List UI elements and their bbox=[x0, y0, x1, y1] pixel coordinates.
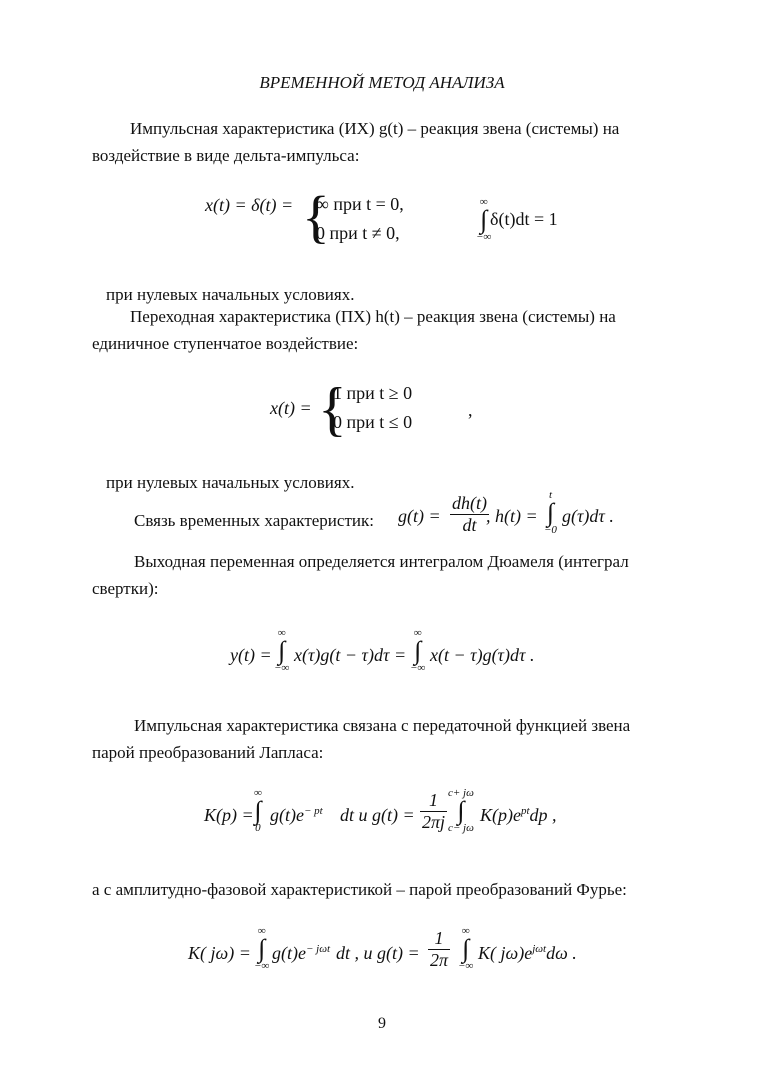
formula-duhamel-lhs: y(t) = bbox=[230, 645, 272, 665]
formula-fourier-lhs: K( jω) = bbox=[188, 943, 251, 963]
lower-limit: c− jω bbox=[448, 822, 474, 834]
fraction-numerator: 1 bbox=[428, 928, 450, 950]
formula-fourier-integral-1 bbox=[254, 926, 269, 972]
integral-sign: ∫ bbox=[254, 796, 262, 825]
integral-sign: ∫ bbox=[480, 205, 488, 234]
lower-limit: −∞ bbox=[254, 960, 270, 972]
formula-laplace-integral-2 bbox=[448, 788, 474, 834]
fraction-denominator: dt bbox=[462, 515, 477, 535]
lower-limit: 0 bbox=[255, 822, 261, 834]
formula-fourier-b bbox=[478, 943, 577, 964]
formula-step-case1: 1 при t ≥ 0 bbox=[333, 383, 413, 403]
formula-link-integrand: g(τ)dτ . bbox=[562, 506, 614, 526]
formula-laplace-exp: − pt bbox=[303, 805, 323, 817]
page-number: 9 bbox=[378, 1015, 386, 1032]
lower-limit: −0 bbox=[544, 524, 557, 536]
formula-delta bbox=[205, 195, 293, 216]
fraction-denominator: 2πj bbox=[422, 812, 446, 832]
formula-fourier-a bbox=[272, 943, 330, 964]
paragraph-zero-ic-2: при нулевых начальных условиях. bbox=[106, 473, 355, 492]
formula-laplace-b-base: K(p)e bbox=[480, 805, 521, 825]
paragraph-laplace-line2: парой преобразований Лапласа: bbox=[92, 743, 324, 762]
paragraph-ph-line1: Переходная характеристика (ПХ) h(t) – реакция звена (системы) на bbox=[130, 307, 616, 326]
formula-delta-integral: δ(t)dt = 1 bbox=[490, 209, 558, 229]
upper-limit: c+ jω bbox=[448, 787, 474, 799]
page-title: ВРЕМЕННОЙ МЕТОД АНАЛИЗА bbox=[259, 73, 505, 92]
fraction-denominator: 2π bbox=[430, 950, 449, 970]
formula-delta-lhs: x(t) = δ(t) = bbox=[205, 195, 294, 215]
formula-duhamel-integral-2 bbox=[410, 628, 425, 674]
paragraph-laplace-line1: Импульсная характеристика связана с передаточной функцией звена bbox=[134, 716, 631, 735]
fraction-numerator: dh(t) bbox=[452, 493, 487, 513]
paragraph-duhamel-line2: свертки): bbox=[92, 579, 159, 598]
paragraph-ph-line2: единичное ступенчатое воздействие: bbox=[92, 334, 359, 353]
fraction-numerator: 1 bbox=[420, 790, 447, 812]
paragraph-ih-line1: Импульсная характеристика (ИХ) g(t) – реакция звена (системы) на bbox=[130, 119, 620, 138]
formula-fourier-exp: − jωt bbox=[305, 943, 331, 955]
integral-sign: ∫ bbox=[258, 934, 266, 963]
formula-fourier-fraction bbox=[428, 928, 450, 971]
formula-fourier-b2: dω . bbox=[546, 943, 577, 963]
formula-laplace-b2: dp , bbox=[529, 805, 557, 825]
formula-duhamel-integral-1 bbox=[274, 628, 289, 674]
lower-limit: −∞ bbox=[410, 662, 426, 674]
formula-laplace-integral-1 bbox=[254, 788, 262, 834]
integral-sign: ∫ bbox=[462, 934, 470, 963]
formula-step-comma: , bbox=[468, 400, 473, 420]
formula-laplace-fraction bbox=[420, 790, 447, 833]
lower-limit: −∞ bbox=[458, 960, 474, 972]
formula-delta-case2: 0 при t ≠ 0, bbox=[316, 223, 400, 243]
formula-fourier-integral-2 bbox=[458, 926, 473, 972]
formula-link-h: , h(t) = bbox=[486, 506, 538, 526]
brace-delta: { bbox=[302, 184, 330, 249]
formula-delta-integral-sign bbox=[476, 197, 491, 243]
paragraph-fourier: а с амплитудно-фазовой характеристикой – парой преобразований Фурье: bbox=[92, 880, 627, 899]
formula-laplace-lhs: K(p) = bbox=[204, 805, 254, 825]
paragraph-ih-line2: воздействие в виде дельта-импульса: bbox=[92, 146, 360, 165]
lower-limit: −∞ bbox=[476, 231, 492, 243]
upper-limit: ∞ bbox=[413, 627, 422, 639]
formula-laplace-a-base: g(t)e bbox=[270, 805, 304, 825]
upper-limit: ∞ bbox=[461, 925, 470, 937]
formula-duhamel-b: x(t − τ)g(τ)dτ . bbox=[430, 645, 535, 665]
integral-sign: ∫ bbox=[546, 498, 555, 527]
upper-limit: t bbox=[548, 489, 552, 501]
formula-delta-case1: ∞ при t = 0, bbox=[316, 194, 404, 214]
integral-sign: ∫ bbox=[414, 636, 422, 665]
paragraph-zero-ic-1: при нулевых начальных условиях. bbox=[106, 285, 355, 304]
formula-laplace-exp2: pt bbox=[520, 805, 530, 817]
integral-sign: ∫ bbox=[457, 796, 465, 825]
formula-laplace-a bbox=[270, 805, 323, 826]
lower-limit: −∞ bbox=[274, 662, 290, 674]
formula-fourier-a-base: g(t)e bbox=[272, 943, 306, 963]
upper-limit: ∞ bbox=[277, 627, 286, 639]
formula-step-case2: 0 при t ≤ 0 bbox=[333, 412, 413, 432]
upper-limit: ∞ bbox=[479, 196, 488, 208]
brace-step: { bbox=[318, 376, 347, 442]
paragraph-link-label: Связь временных характеристик: bbox=[134, 511, 374, 530]
upper-limit: ∞ bbox=[254, 787, 262, 799]
formula-laplace-a2: dt и g(t) = bbox=[340, 805, 415, 825]
integral-sign: ∫ bbox=[278, 636, 286, 665]
paragraph-duhamel-line1: Выходная переменная определяется интегралом Дюамеля (интеграл bbox=[134, 552, 629, 571]
formula-duhamel-a: x(τ)g(t − τ)dτ = bbox=[294, 645, 407, 665]
formula-fourier-b-base: K( jω)e bbox=[478, 943, 533, 963]
upper-limit: ∞ bbox=[257, 925, 266, 937]
formula-link-integral-sign bbox=[544, 490, 557, 536]
formula-fourier-a2: dt , и g(t) = bbox=[336, 943, 420, 963]
formula-fourier-exp2: jωt bbox=[532, 943, 547, 955]
formula-link-fraction bbox=[450, 493, 489, 536]
formula-laplace-b bbox=[480, 805, 557, 826]
formula-link-g: g(t) = bbox=[398, 506, 441, 526]
formula-step-lhs: x(t) = bbox=[270, 398, 312, 418]
